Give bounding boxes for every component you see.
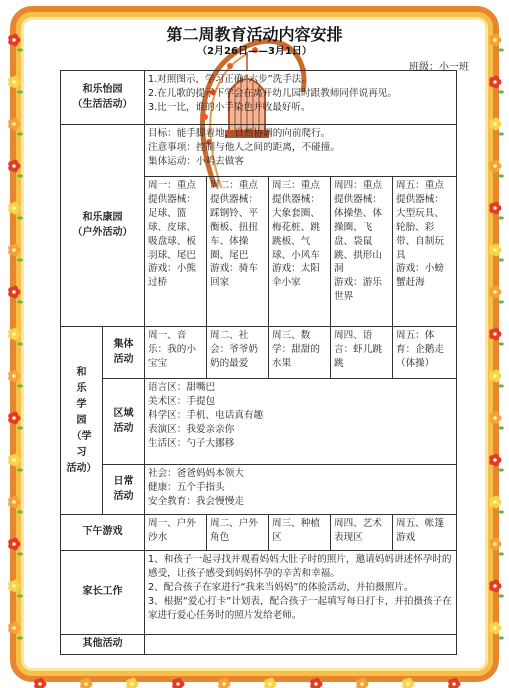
row-afternoon [61, 515, 457, 551]
group-day-2: 周二、社会：爷爷奶奶的最爱 [207, 327, 269, 379]
group-day-5: 周五：体育：企鹅走（体操） [393, 327, 457, 379]
group-day-1: 周一、音乐：我的小宝宝 [145, 327, 207, 379]
row-life [61, 71, 457, 125]
cell-daily: 社会：爸爸妈妈本领大 健康：五个手指头 安全教育：我会慢慢走 [145, 465, 457, 515]
row-learning-area [61, 379, 457, 465]
cell-life [145, 71, 457, 125]
outdoor-day-4: 周四：重点提供器械：体操垫、体操圈、飞盘、袋鼠跳、拱形山洞 游戏：游乐世界 [331, 177, 393, 327]
life-line: 1.对照图示，学习正确“六步”洗手法。 [148, 74, 311, 85]
date-range: （2月26日——3月1日） [197, 46, 312, 57]
afternoon-day-5: 周五、帐篷游戏 [393, 515, 457, 551]
cell-parents: 1、和孩子一起寻找并观看妈妈大肚子时的照片，邀请妈妈讲述怀孕时的感受，让孩子感受到妈妈怀孕的辛苦和幸福。 2、配合孩子在家进行“我来当妈妈”的体验活动，并拍摄照片。 3、根据“爱心打卡”计划表，配合孩子一起填写每日打卡，并拍摄孩子在家进行爱心任务时的照片发给老师。 [145, 551, 457, 635]
row-parents [61, 551, 457, 635]
cell-outdoor-goals: 目标：能手脚着地，自然协调的向前爬行。 注意事项：控制与他人之间的距离，不碰撞。 集体运动：小鸡去做客 [145, 125, 457, 177]
row-learning-group [61, 327, 457, 379]
label-outdoor: 和乐康园 （户外活动） [61, 125, 145, 327]
schedule-table [60, 70, 457, 655]
life-line: 2.在儿歌的提示下学会在离开幼儿园时跟教师同伴说再见。 [148, 87, 397, 99]
outdoor-day-2: 周二：重点提供器械：踩钢铃、平衡板、扭扭车、体操圈、尾巴 游戏：骑车回家 [207, 177, 269, 327]
afternoon-day-1: 周一、户外沙水 [145, 515, 207, 551]
cell-area: 语言区：甜嘴巴 美术区：手提包 科学区：手机、电话真有趣 表演区：我爱亲亲你 生活区：勺子大挪移 [145, 379, 457, 465]
label-parents: 家长工作 [61, 551, 145, 635]
label-daily-activity: 日常 活动 [103, 465, 145, 515]
row-other [61, 635, 457, 655]
label-other: 其他活动 [61, 635, 145, 655]
group-day-3: 周三、数学：甜甜的水果 [269, 327, 331, 379]
label-afternoon: 下午游戏 [61, 515, 145, 551]
row-outdoor-top [61, 125, 457, 177]
page-title: 第二周教育活动内容安排 [166, 25, 343, 44]
group-day-4: 周四、语言：虾儿跳跳 [331, 327, 393, 379]
cell-other [145, 635, 457, 655]
outdoor-day-5: 周五：重点提供器械：大型玩具、轮胎、彩带、自制玩具 游戏：小螃蟹赶海 [393, 177, 457, 327]
outdoor-day-1: 周一：重点提供器械：足球、篮球、皮球、吸盘球、板羽球、尾巴 游戏：小熊过桥 [145, 177, 207, 327]
label-learning: 和 乐 学 园 （学 习 活动） [61, 327, 103, 515]
class-label: 班级：小一班 [409, 62, 469, 73]
afternoon-day-4: 周四、艺术表现区 [331, 515, 393, 551]
label-group-activity: 集体 活动 [103, 327, 145, 379]
afternoon-day-3: 周三、种植区 [269, 515, 331, 551]
outdoor-day-3: 周三：重点提供器械：大象套圈、梅花桩、跳跳板、气球、小风车 游戏：太阳伞小家 [269, 177, 331, 327]
label-life: 和乐怡园 （生活活动） [61, 71, 145, 125]
life-line: 3.比一比，谁的小手染色并收最好听。 [148, 101, 311, 113]
label-area-activity: 区域 活动 [103, 379, 145, 465]
afternoon-day-2: 周二、户外角色 [207, 515, 269, 551]
row-learning-daily [61, 465, 457, 515]
